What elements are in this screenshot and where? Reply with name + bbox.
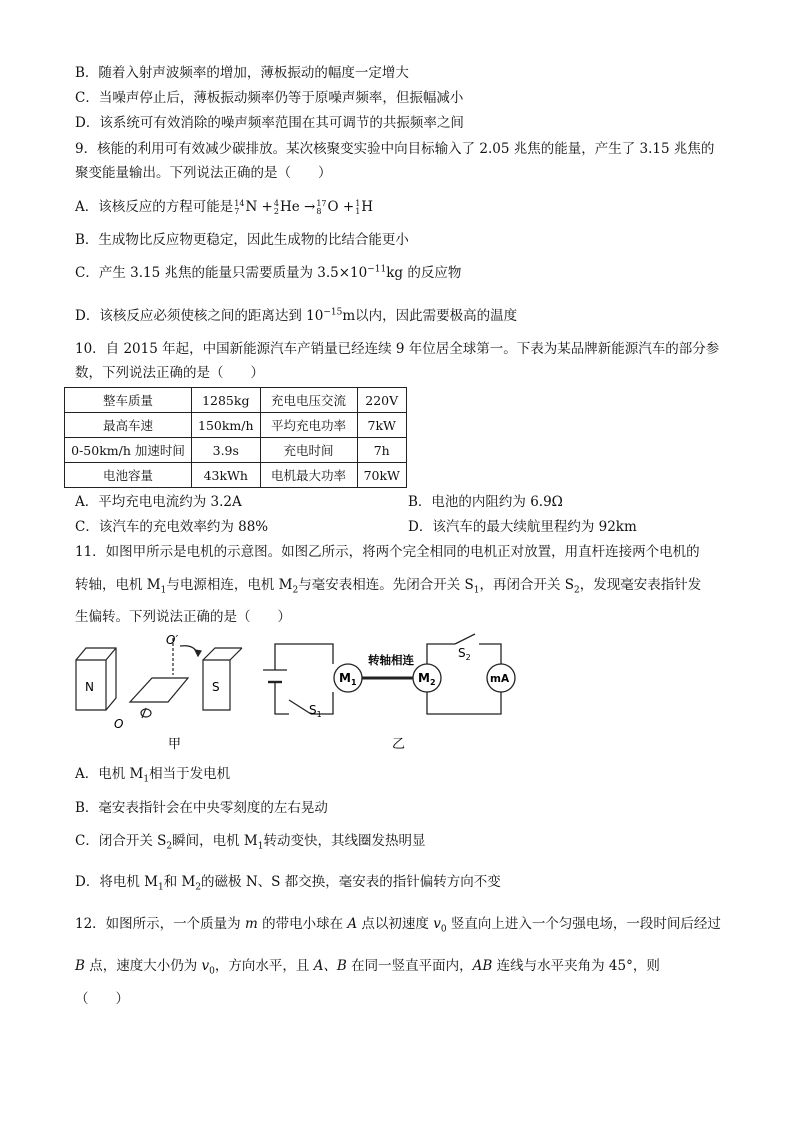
table-cell: 3.9s bbox=[192, 438, 261, 463]
table-cell: 电池容量 bbox=[65, 463, 192, 488]
q9-option-a-text: A．该核反应的方程可能是 bbox=[75, 199, 234, 215]
q11-option-b: B．毫安表指针会在中央零刻度的左右晃动 bbox=[75, 800, 328, 816]
table-cell: 150km/h bbox=[192, 413, 261, 438]
q10-stem-line2: 数，下列说法正确的是（ ） bbox=[75, 365, 264, 381]
q12-stem-line3: （ ） bbox=[75, 991, 129, 1007]
q10-option-b: B．电池的内阻约为 6.9Ω bbox=[408, 494, 563, 510]
figure-caption-jia: 甲 bbox=[168, 737, 182, 752]
q10-option-d: D．该汽车的最大续航里程约为 92km bbox=[408, 519, 637, 535]
q8-option-d: D．该系统可有效消除的噪声频率范围在其可调节的共振频率之间 bbox=[75, 115, 464, 131]
q11-option-d: D．将电机 $M_1$和 $M_2$的磁极 N、S 都交换，毫安表的指针偏转方向不变 bbox=[75, 874, 501, 893]
q9-option-c: C．产生 3.15 兆焦的能量只需要质量为 $3.5\times 10^{-11}kg$ 的反应物 bbox=[75, 264, 462, 281]
table-cell: 充电时间 bbox=[260, 438, 357, 463]
axis-top-label: O′ bbox=[166, 633, 179, 647]
q9-option-d: D．该核反应必须使核之间的距离达到 $10^{-15}m$以内，因此需要极高的温度 bbox=[75, 307, 518, 324]
q8-option-b: B．随着入射声波频率的增加，薄板振动的幅度一定增大 bbox=[75, 65, 409, 81]
table-cell: 最高车速 bbox=[65, 413, 192, 438]
table-cell: 充电电压交流 bbox=[260, 388, 357, 413]
milliammeter-label: mA bbox=[490, 673, 510, 685]
q11-stem-line3: 生偏转。下列说法正确的是（ ） bbox=[75, 609, 291, 625]
motor-m1-label: $M_1$ bbox=[339, 671, 357, 687]
n-pole-label: N bbox=[85, 680, 94, 694]
q11-stem-line2: 转轴，电机 $M_1$与电源相连，电机 $M_2$与毫安表相连。先闭合开关 $S_1$，再闭合开关 $S_2$，发现毫安表指针发 bbox=[75, 577, 702, 596]
q9-option-a: A．该核反应的方程可能是 14 7 N + 4 2 He → 17 8 O + 1 1 H bbox=[75, 198, 374, 216]
table-row bbox=[65, 388, 407, 413]
switch-s1-label: $S_1$ bbox=[309, 703, 322, 719]
table-row bbox=[65, 438, 407, 463]
q11-option-c: C．闭合开关 $S_2$瞬间，电机 $M_1$转动变快，其线圈发热明显 bbox=[75, 833, 426, 852]
q10-stem-line1: 10．自 2015 年起，中国新能源汽车产销量已经连续 9 年位居全球第一。下表为某品牌新能源汽车的部分参 bbox=[75, 341, 720, 357]
table-cell: 0-50km/h 加速时间 bbox=[65, 438, 192, 463]
q10-option-a: A．平均充电电流约为 3.2A bbox=[75, 494, 242, 510]
q10-option-c: C．该汽车的充电效率约为 88% bbox=[75, 519, 269, 535]
table-cell: 7kW bbox=[357, 413, 406, 438]
table-cell: 电机最大功率 bbox=[260, 463, 357, 488]
figure-caption-yi: 乙 bbox=[392, 737, 406, 752]
q12-stem-line1: 12．如图所示，一个质量为 m 的带电小球在 A 点以初速度 $v_0$ 竖直向上进入一个匀强电场，一段时间后经过 bbox=[75, 916, 721, 935]
s-pole-label: S bbox=[212, 680, 220, 694]
table-cell: 220V bbox=[357, 388, 406, 413]
q12-stem-line2: B 点，速度大小仍为 $v_0$，方向水平，且 A、B 在同一竖直平面内，AB 连线与水平夹角为 45°，则 bbox=[75, 958, 660, 977]
q9-option-b: B．生成物比反应物更稳定，因此生成物的比结合能更小 bbox=[75, 232, 409, 248]
circuit-diagram-yi bbox=[255, 630, 535, 755]
switch-s2-label: $S_2$ bbox=[458, 646, 471, 662]
table-cell: 43kWh bbox=[192, 463, 261, 488]
table-cell: 1285kg bbox=[192, 388, 261, 413]
motor-m2-label: $M_2$ bbox=[418, 671, 436, 687]
axis-bottom-label: O bbox=[114, 717, 124, 731]
table-row bbox=[65, 413, 407, 438]
table-cell: 70kW bbox=[357, 463, 406, 488]
q8-option-c: C．当噪声停止后，薄板振动频率仍等于原噪声频率，但振幅减小 bbox=[75, 90, 464, 106]
q9-stem-line2: 聚变能量输出。下列说法正确的是（ ） bbox=[75, 165, 332, 181]
q9-stem-line1: 9．核能的利用可有效减少碳排放。某次核聚变实验中向目标输入了 2.05 兆焦的能量，产生了 3.15 兆焦的 bbox=[75, 141, 715, 157]
q11-stem-line1: 11．如图甲所示是电机的示意图。如图乙所示，将两个完全相同的电机正对放置，用直杆连接两个电机的 bbox=[75, 544, 700, 560]
table-cell: 整车质量 bbox=[65, 388, 192, 413]
spec-table bbox=[64, 387, 407, 488]
table-cell: 平均充电功率 bbox=[260, 413, 357, 438]
table-cell: 7h bbox=[357, 438, 406, 463]
q11-option-a: A．电机 $M_1$相当于发电机 bbox=[75, 766, 231, 785]
shaft-connected-label: 转轴相连 bbox=[368, 653, 414, 667]
table-row bbox=[65, 463, 407, 488]
motor-diagram-jia bbox=[70, 630, 270, 755]
